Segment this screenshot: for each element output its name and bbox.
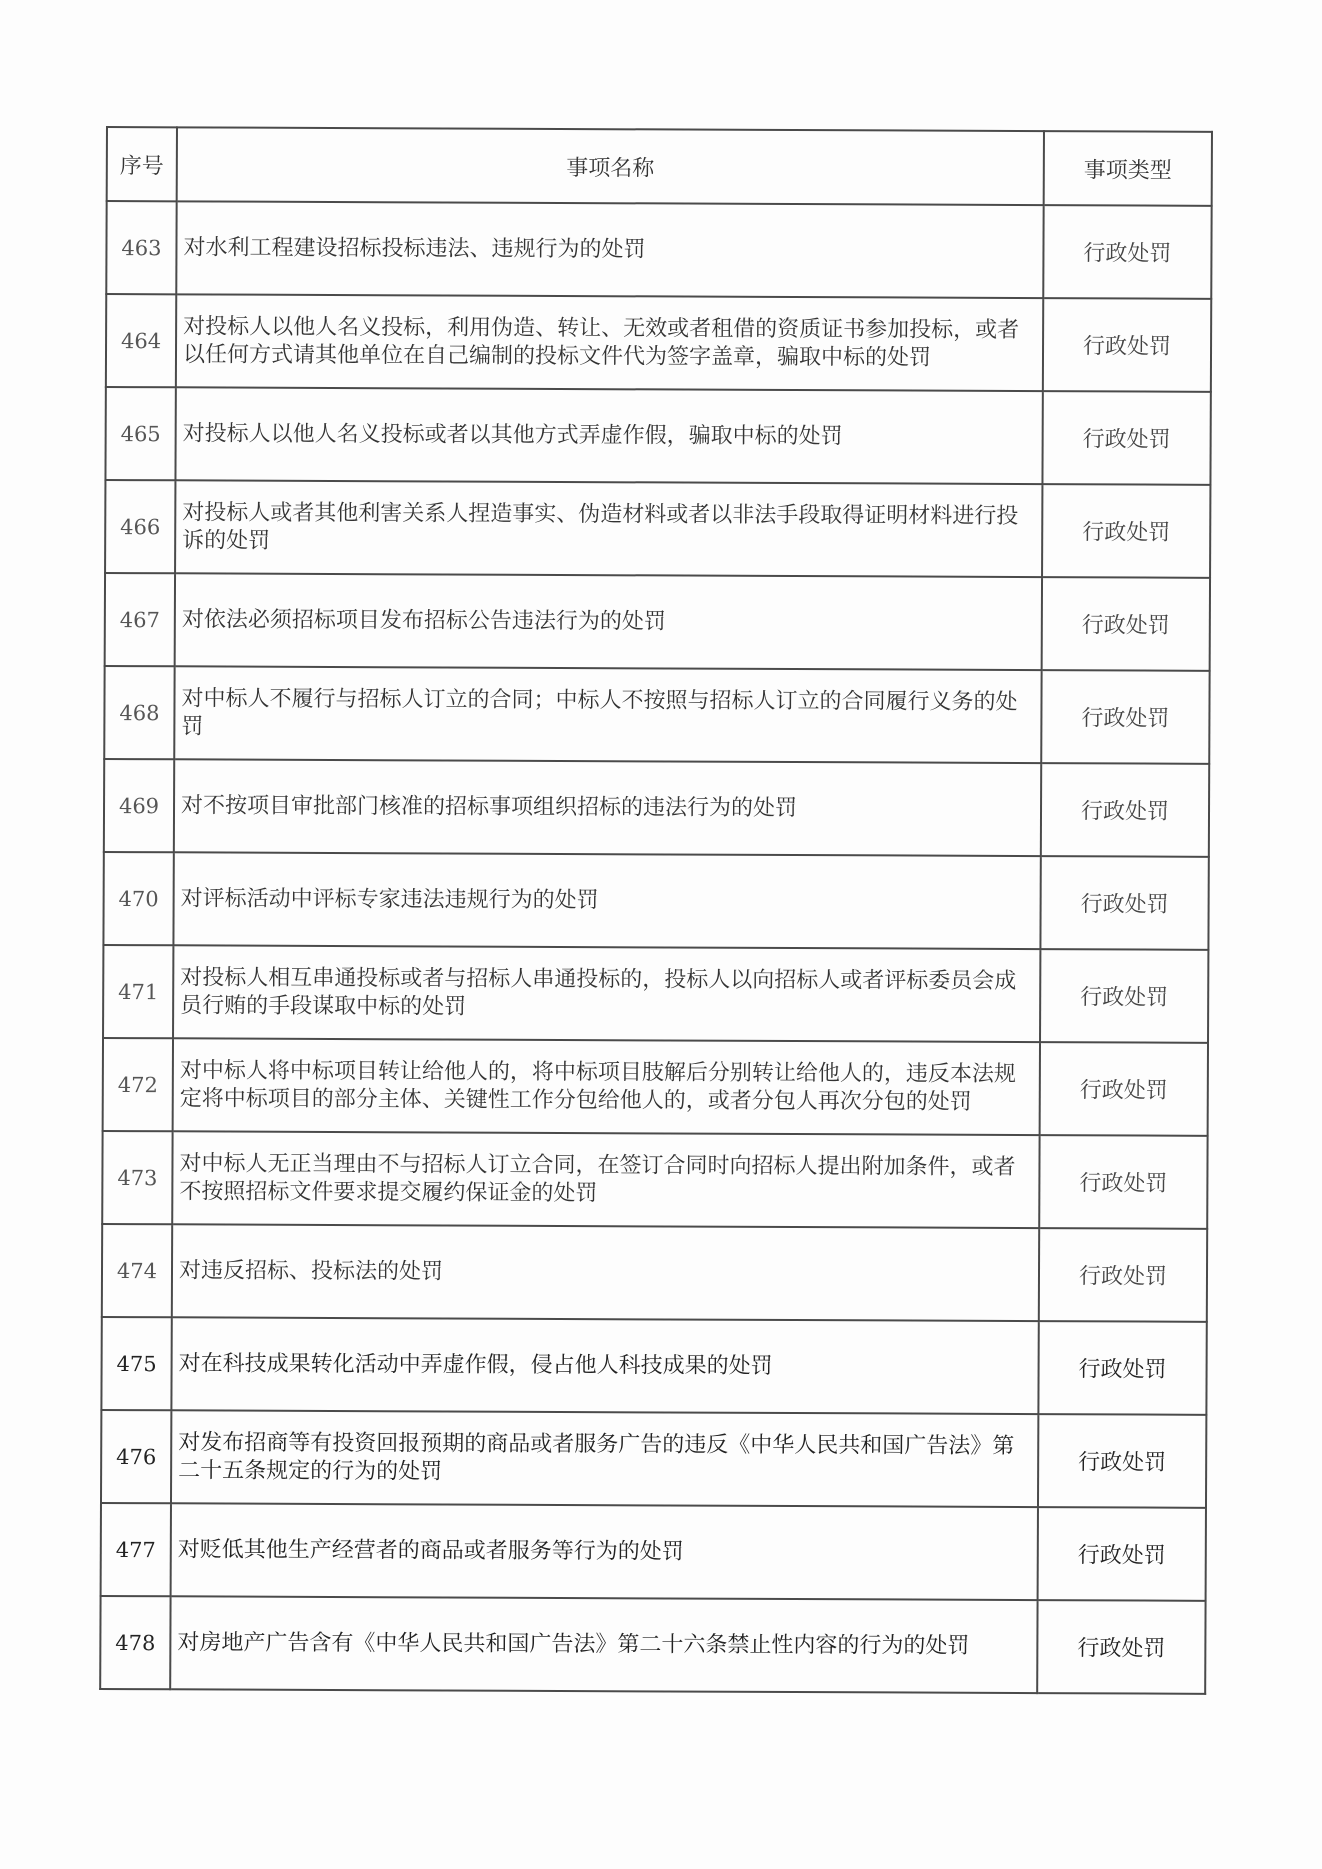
- row-item-name: 对水利工程建设招标投标违法、违规行为的处罚: [176, 201, 1043, 298]
- row-item-type: 行政处罚: [1040, 1042, 1208, 1136]
- row-item-name: 对投标人以他人名义投标或者以其他方式弄虚作假，骗取中标的处罚: [175, 387, 1042, 484]
- row-serial-number: 466: [105, 480, 175, 573]
- row-item-type: 行政处罚: [1042, 577, 1210, 671]
- row-serial-number: 472: [103, 1038, 173, 1131]
- row-item-name: 对发布招商等有投资回报预期的商品或者服务广告的违反《中华人民共和国广告法》第二十五条规定的行为的处罚: [171, 1410, 1038, 1507]
- table-header: [107, 127, 1212, 206]
- row-item-name: 对评标活动中评标专家违法违规行为的处罚: [173, 852, 1040, 949]
- row-item-name: 对中标人无正当理由不与招标人订立合同，在签订合同时向招标人提出附加条件，或者不按照招标文件要求提交履约保证金的处罚: [172, 1131, 1039, 1228]
- table-row: [101, 1410, 1206, 1508]
- row-item-type: 行政处罚: [1041, 670, 1209, 764]
- row-serial-number: 467: [105, 573, 175, 666]
- table-row: [102, 1224, 1207, 1322]
- row-item-type: 行政处罚: [1040, 949, 1208, 1043]
- row-item-type: 行政处罚: [1038, 1507, 1206, 1601]
- row-serial-number: 477: [101, 1503, 171, 1596]
- row-item-type: 行政处罚: [1042, 391, 1210, 485]
- row-item-name: 对投标人以他人名义投标，利用伪造、转让、无效或者租借的资质证书参加投标，或者以任何方式请其他单位在自己编制的投标文件代为签字盖章，骗取中标的处罚: [176, 294, 1043, 391]
- table-row: [103, 945, 1208, 1043]
- row-item-type: 行政处罚: [1040, 856, 1208, 950]
- table-row: [103, 852, 1208, 950]
- table-body: [100, 201, 1211, 1694]
- row-serial-number: 473: [102, 1131, 172, 1224]
- row-item-name: 对不按项目审批部门核准的招标事项组织招标的违法行为的处罚: [174, 759, 1041, 856]
- row-item-type: 行政处罚: [1039, 1228, 1207, 1322]
- row-serial-number: 471: [103, 945, 173, 1038]
- table-row: [106, 201, 1211, 299]
- row-serial-number: 478: [100, 1596, 170, 1689]
- row-item-name: 对中标人将中标项目转让给他人的，将中标项目肢解后分别转让给他人的，违反本法规定将中标项目的部分主体、关键性工作分包给他人的，或者分包人再次分包的处罚: [173, 1038, 1040, 1135]
- row-serial-number: 474: [102, 1224, 172, 1317]
- row-serial-number: 463: [106, 201, 176, 294]
- row-item-name: 对中标人不履行与招标人订立的合同；中标人不按照与招标人订立的合同履行义务的处罚: [174, 666, 1041, 763]
- header-item-type: 事项类型: [1044, 131, 1212, 206]
- row-serial-number: 464: [106, 294, 176, 387]
- row-item-name: 对违反招标、投标法的处罚: [172, 1224, 1039, 1321]
- table-row: [105, 480, 1210, 578]
- row-item-type: 行政处罚: [1038, 1414, 1206, 1508]
- table-row: [104, 666, 1209, 764]
- row-item-type: 行政处罚: [1037, 1600, 1205, 1694]
- row-item-type: 行政处罚: [1042, 484, 1210, 578]
- table-row: [106, 294, 1211, 392]
- header-item-name: 事项名称: [177, 127, 1044, 205]
- table-row: [100, 1596, 1205, 1694]
- table-row: [104, 759, 1209, 857]
- header-serial-number: 序号: [107, 127, 177, 201]
- row-item-name: 对房地产广告含有《中华人民共和国广告法》第二十六条禁止性内容的行为的处罚: [170, 1596, 1037, 1693]
- header-row: [107, 127, 1212, 206]
- row-serial-number: 465: [105, 387, 175, 480]
- row-serial-number: 469: [104, 759, 174, 852]
- row-item-name: 对在科技成果转化活动中弄虚作假，侵占他人科技成果的处罚: [171, 1317, 1038, 1414]
- row-serial-number: 476: [101, 1410, 171, 1503]
- table-row: [105, 573, 1210, 671]
- row-item-name: 对贬低其他生产经营者的商品或者服务等行为的处罚: [171, 1503, 1038, 1600]
- table-row: [103, 1038, 1208, 1136]
- row-item-type: 行政处罚: [1039, 1135, 1207, 1229]
- row-item-name: 对依法必须招标项目发布招标公告违法行为的处罚: [175, 573, 1042, 670]
- row-item-type: 行政处罚: [1038, 1321, 1206, 1415]
- row-item-type: 行政处罚: [1041, 763, 1209, 857]
- row-item-type: 行政处罚: [1043, 205, 1211, 299]
- table-row: [101, 1317, 1206, 1415]
- table-row: [102, 1131, 1207, 1229]
- items-table: [99, 126, 1213, 1695]
- table-row: [101, 1503, 1206, 1601]
- row-serial-number: 470: [103, 852, 173, 945]
- table-row: [105, 387, 1210, 485]
- row-item-type: 行政处罚: [1043, 298, 1211, 392]
- row-serial-number: 468: [104, 666, 174, 759]
- row-item-name: 对投标人相互串通投标或者与招标人串通投标的，投标人以向招标人或者评标委员会成员行贿的手段谋取中标的处罚: [173, 945, 1040, 1042]
- row-item-name: 对投标人或者其他利害关系人捏造事实、伪造材料或者以非法手段取得证明材料进行投诉的处罚: [175, 480, 1042, 577]
- row-serial-number: 475: [101, 1317, 171, 1410]
